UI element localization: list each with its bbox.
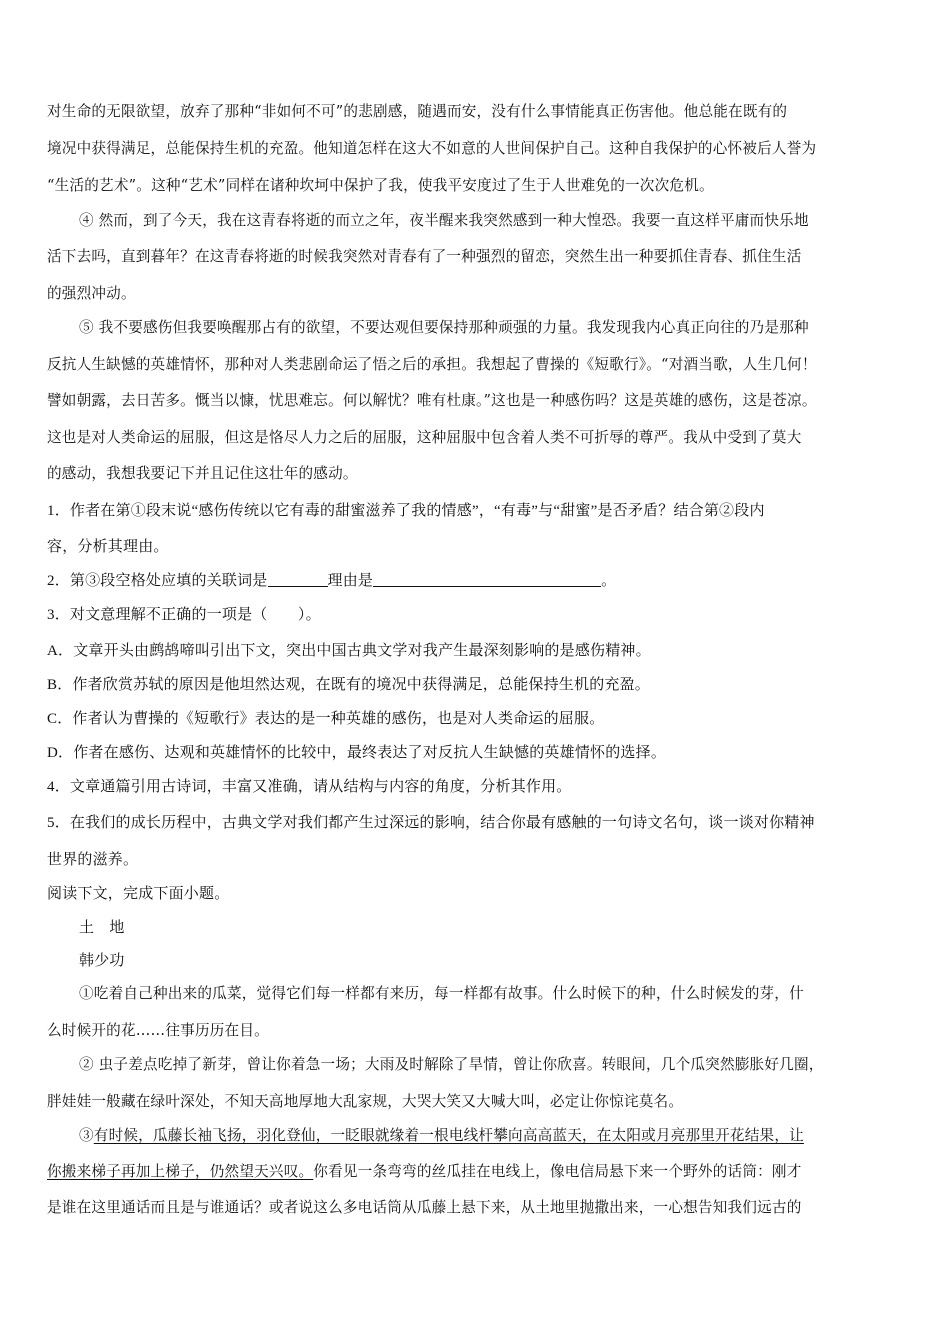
- article-paragraph-3-line: [79, 1126, 905, 1146]
- question-2-prefix: 2．第③段空格处应填的关联词是: [47, 573, 268, 589]
- reading-instruction: 阅读下文，完成下面小题。: [47, 886, 230, 902]
- question-5: 5．在我们的成长历程中，古典文学对我们都产生过深远的影响，结合你最有感触的一句诗文名句，谈一谈对你精神: [47, 815, 815, 831]
- article-paragraph-2-line: 胖娃娃一般藏在绿叶深处，不知天高地厚地大乱家规，大哭大笑又大喊大叫，必定让你惊诧莫名。: [47, 1093, 684, 1110]
- paragraph-line: 对生命的无限欲望，放弃了那种“非如何不可”的悲剧感，随遇而安，没有什么事情能真正伤害他。他总能在既有的: [47, 103, 788, 120]
- paragraph-line: “生活的艺术”。这种“艺术”同样在诸种坎坷中保护了我，使我平安度过了生于人世难免的一次次危机。: [47, 177, 714, 194]
- question-1-cont: 容，分析其理由。: [47, 539, 169, 555]
- option-c: C．作者认为曹操的《短歌行》表达的是一种英雄的感伤，也是对人类命运的屈服。: [47, 711, 605, 727]
- question-1: 1．作者在第①段末说“感伤传统以它有毒的甜蜜滋养了我的情感”，“有毒”与“甜蜜”是否矛盾？结合第②段内: [47, 503, 765, 519]
- article-paragraph-1-line: 么时候开的花……往事历历在目。: [47, 1022, 269, 1039]
- paragraph-5-line: 的感动，我想我要记下并且记住这壮年的感动。: [47, 465, 358, 482]
- paragraph-5-line: 譬如朝露，去日苦多。慨当以慷，忧思难忘。何以解忧？唯有杜康。”这也是一种感伤吗？这是英雄的感伤，这是苍凉。: [47, 392, 817, 409]
- article-paragraph-2-line: ② 虫子差点吃掉了新芽，曾让你着急一场；大雨及时解除了旱情，曾让你欣喜。转眼间，几个瓜突然膨胀好几圈，: [79, 1056, 824, 1073]
- option-a: A．文章开头由鹧鸪啼叫引出下文，突出中国古典文学对我产生最深刻影响的是感伤精神。: [47, 643, 651, 659]
- paragraph-5-line: 这也是对人类命运的屈服，但这是恪尽人力之后的屈服，这种屈服中包含着人类不可折辱的尊严。我从中受到了莫大: [47, 429, 802, 446]
- article-paragraph-3-line: [47, 1162, 905, 1182]
- article-title: 土 地: [79, 920, 125, 936]
- paragraph-text: 你看见一条弯弯的丝瓜挂在电线上，像电信局悬下来一个野外的话筒：刚才: [313, 1163, 802, 1180]
- answer-blank-connective[interactable]: [268, 572, 328, 587]
- question-2: [47, 571, 905, 591]
- article-paragraph-3-line: 是谁在这里通话而且是与谁通话？或者说这么多电话筒从瓜藤上悬下来，从土地里抛撒出来，一心想告知我们远古的: [47, 1199, 802, 1216]
- article-paragraph-1-line: ①吃着自己种出来的瓜菜，觉得它们每一样都有来历，每一样都有故事。什么时候下的种，什么时候发的芽，什: [79, 985, 804, 1002]
- paragraph-5-line: ⑤ 我不要感伤但我要唤醒那占有的欲望，不要达观但要保持那种顽强的力量。我发现我内心真正向往的乃是那种: [79, 319, 809, 336]
- paragraph-number: ③: [79, 1127, 94, 1144]
- paragraph-5-line: 反抗人生缺憾的英雄情怀，那种对人类悲剧命运了悟之后的承担。我想起了曹操的《短歌行》。“对酒当歌，人生几何！: [47, 356, 817, 373]
- option-b: B．作者欣赏苏轼的原因是他坦然达观，在既有的境况中获得满足，总能保持生机的充盈。: [47, 677, 651, 693]
- question-2-suffix: 。: [601, 573, 617, 589]
- question-5-cont: 世界的滋养。: [47, 852, 139, 868]
- underlined-sentence: 有时候，瓜藤长袖飞扬，羽化登仙，一眨眼就缘着一根电线杆攀向高高蓝天，在太阳或月亮那里开花结果，让: [93, 1127, 804, 1144]
- question-3: 3．对文意理解不正确的一项是（ ）。: [47, 607, 321, 623]
- article-author: 韩少功: [79, 953, 125, 969]
- paragraph-line: 境况中获得满足，总能保持生机的充盈。他知道怎样在这大不如意的人世间保护自己。这种自我保护的心怀被后人誉为: [47, 140, 817, 157]
- option-d: D．作者在感伤、达观和英雄情怀的比较中，最终表达了对反抗人生缺憾的英雄情怀的选择。: [47, 745, 667, 761]
- underlined-sentence-cont: 你搬来梯子再加上梯子，仍然望天兴叹。: [47, 1163, 314, 1180]
- answer-blank-reason[interactable]: [373, 572, 601, 587]
- question-2-middle: 理由是: [327, 573, 374, 589]
- question-4: 4．文章通篇引用古诗词，丰富又准确，请从结构与内容的角度，分析其作用。: [47, 779, 572, 795]
- paragraph-4-line: 的强烈冲动。: [47, 285, 136, 302]
- paragraph-4-line: ④ 然而，到了今天，我在这青春将逝的而立之年，夜半醒来我突然感到一种大惶恐。我要一直这样平庸而快乐地: [79, 212, 809, 229]
- paragraph-4-line: 活下去吗，直到暮年？在这青春将逝的时候我突然对青春有了一种强烈的留恋，突然生出一种要抓住青春、抓住生活: [47, 248, 802, 265]
